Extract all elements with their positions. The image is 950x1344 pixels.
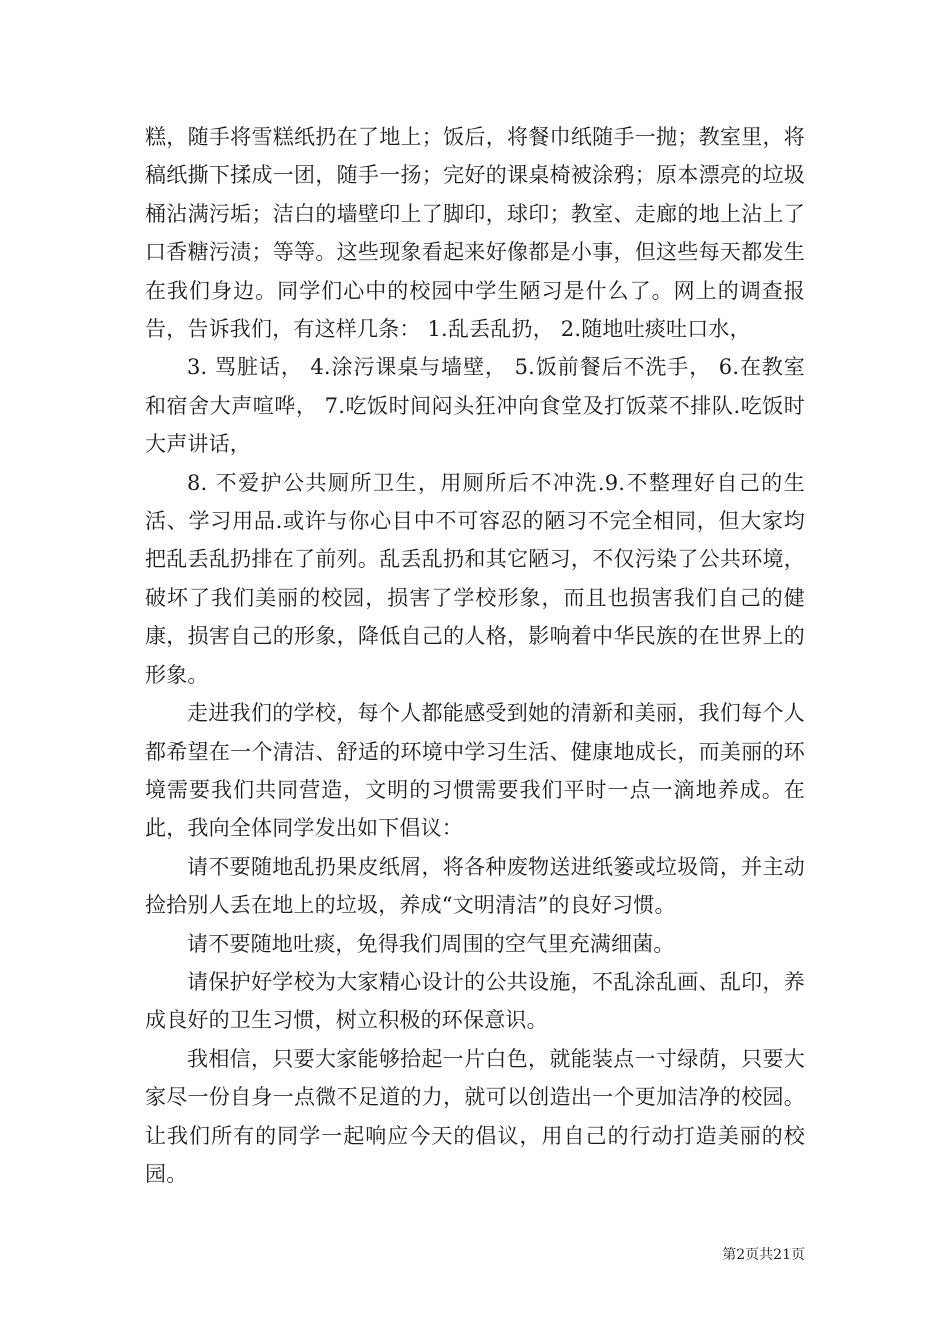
paragraph-6: 请不要随地吐痰，免得我们周围的空气里充满细菌。 xyxy=(187,931,675,956)
paragraph-5: 请不要随地乱扔果皮纸屑，将各种废物送进纸篓或垃圾筒，并主动捡拾别人丢在地上的垃圾，养成“文明清洁”的良好习惯。 xyxy=(145,854,805,918)
paragraph-3: 8. 不爱护公共厕所卫生，用厕所后不冲洗.9.不整理好自己的生活、学习用品.或许与你心目中不可容忍的陋习不完全相同，但大家均把乱丢乱扔排在了前列。乱丢乱扔和其它陋习，不仅污染了公共环境，破坏了我们美丽的校园，损害了学校形象，而且也损害我们自己的健康，损害自己的形象，降低自己的人格，影响着中华民族的在世界上的形象。 xyxy=(145,470,805,687)
paragraph-1: 糕，随手将雪糕纸扔在了地上；饭后，将餐巾纸随手一抛；教室里，将稿纸撕下揉成一团，随手一扬；完好的课桌椅被涂鸦；原本漂亮的垃圾桶沾满污垢；洁白的墙壁印上了脚印，球印；教室、走廊的地上沾上了口香糖污渍；等等。这些现象看起来好像都是小事，但这些每天都发生在我们身边。同学们心中的校园中学生陋习是什么了。网上的调查报告，告诉我们，有这样几条： 1.乱丢乱扔， 2.随地吐痰吐口水， xyxy=(145,125,805,342)
paragraph-8: 我相信，只要大家能够拾起一片白色，就能装点一寸绿荫，只要大家尽一份自身一点微不足道的力，就可以创造出一个更加洁净的校园。让我们所有的同学一起响应今天的倡议，用自己的行动打造美丽的校园。 xyxy=(145,1046,805,1186)
paragraph-2: 3. 骂脏话， 4.涂污课桌与墙壁， 5.饭前餐后不洗手， 6.在教室和宿舍大声喧哗， 7.吃饭时间闷头狂冲向食堂及打饭菜不排队.吃饭时大声讲话， xyxy=(145,355,805,457)
document-body xyxy=(145,118,805,1193)
paragraph-7: 请保护好学校为大家精心设计的公共设施，不乱涂乱画、乱印，养成良好的卫生习惯，树立积极的环保意识。 xyxy=(145,969,805,1033)
page-number-footer: 第2页共21页 xyxy=(722,1247,805,1263)
paragraph-4: 走进我们的学校，每个人都能感受到她的清新和美丽，我们每个人都希望在一个清洁、舒适的环境中学习生活、健康地成长，而美丽的环境需要我们共同营造，文明的习惯需要我们平时一点一滴地养成。在此，我向全体同学发出如下倡议： xyxy=(145,701,805,841)
